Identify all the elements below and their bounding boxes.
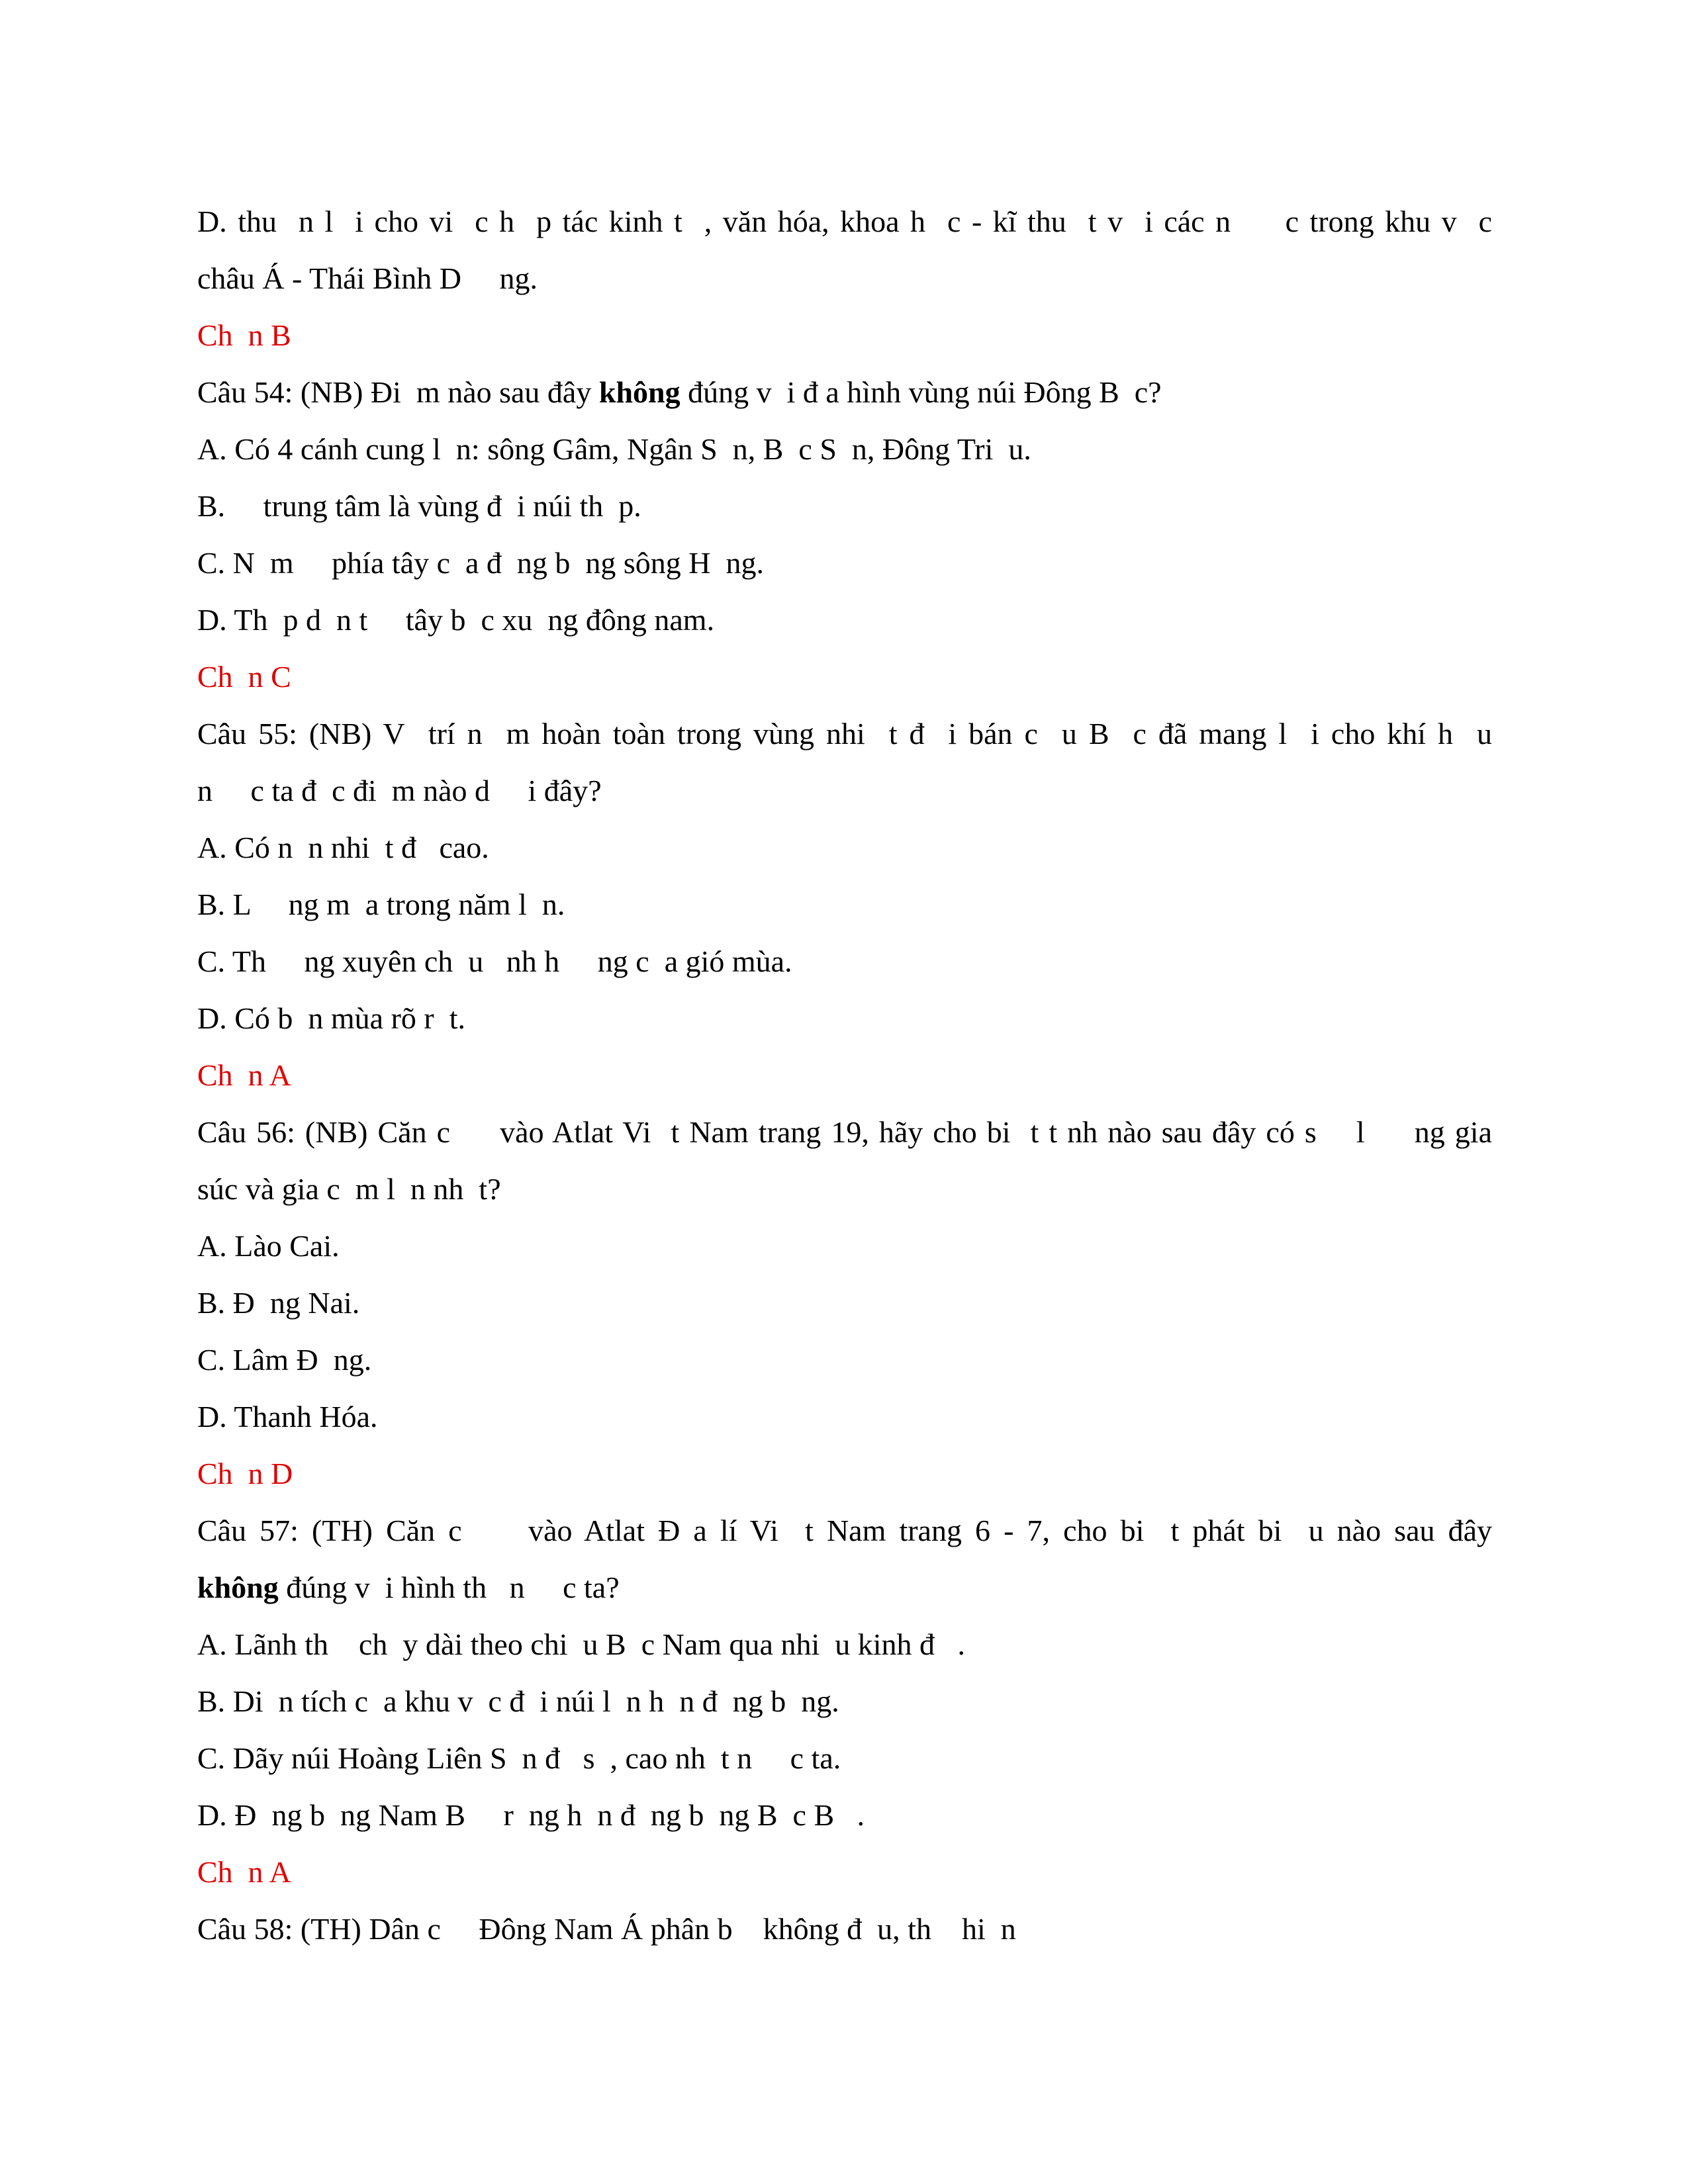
question-57-text: đúng v i hình th n c ta? [278, 1570, 620, 1604]
question-57-option-a: A. Lãnh th ch y dài theo chi u B c Nam qua nhi u kinh đ . [197, 1627, 966, 1661]
option-d-line-1: D. thu n l i cho vi c h p tác kinh t , văn hóa, khoa h c - kĩ thu t v i các n c trong khu v c [197, 205, 1492, 238]
question-55-option-c: C. Th ng xuyên ch u nh h ng c a gió mùa. [197, 944, 792, 978]
question-56-line-1: Câu 56: (NB) Căn c vào Atlat Vi t Nam trang 19, hãy cho bi t t nh nào sau đây có s l ng gia [197, 1115, 1492, 1149]
question-55-line-2: n c ta đ c đi m nào d i đây? [197, 774, 602, 807]
question-58-line-1: Câu 58: (TH) Dân c Đông Nam Á phân b không đ u, th hi n [197, 1912, 1016, 1946]
question-56-option-b: B. Đ ng Nai. [197, 1286, 360, 1320]
question-54-option-d: D. Th p d n t tây b c xu ng đông nam. [197, 603, 715, 637]
question-56-option-d: D. Thanh Hóa. [197, 1400, 378, 1433]
question-56-option-a: A. Lào Cai. [197, 1229, 340, 1263]
question-55-option-a: A. Có n n nhi t đ cao. [197, 831, 489, 864]
question-57-line-2 [197, 1559, 1492, 1616]
question-54-option-a: A. Có 4 cánh cung l n: sông Gâm, Ngân S n, B c S n, Đông Tri u. [197, 432, 1031, 466]
answer-53: Ch n B [197, 318, 291, 352]
question-54-text-2: đúng v i đ a hình vùng núi Đông B c? [680, 375, 1162, 409]
question-54-text-1: Câu 54: (NB) Đi m nào sau đây [197, 375, 599, 409]
answer-55: Ch n A [197, 1058, 291, 1092]
answer-57: Ch n A [197, 1855, 291, 1889]
question-54-emphasis: không [598, 375, 680, 409]
option-d-line-2: châu Á - Thái Bình D ng. [197, 261, 538, 295]
question-54-option-b: B. trung tâm là vùng đ i núi th p. [197, 489, 641, 523]
question-54 [197, 364, 1492, 421]
answer-56: Ch n D [197, 1457, 293, 1490]
question-57-option-b: B. Di n tích c a khu v c đ i núi l n h n đ ng b ng. [197, 1684, 839, 1718]
question-55-option-d: D. Có b n mùa rõ r t. [197, 1001, 466, 1035]
question-56-option-c: C. Lâm Đ ng. [197, 1343, 372, 1377]
question-56-line-2: súc và gia c m l n nh t? [197, 1172, 501, 1206]
document-body [197, 193, 1492, 1958]
question-55-line-1: Câu 55: (NB) V trí n m hoàn toàn trong vùng nhi t đ i bán c u B c đã mang l i cho khí h u [197, 717, 1492, 751]
question-54-option-c: C. N m phía tây c a đ ng b ng sông H ng. [197, 546, 765, 580]
question-57-option-c: C. Dãy núi Hoàng Liên S n đ s , cao nh t n c ta. [197, 1741, 841, 1775]
question-57-line-1: Câu 57: (TH) Căn c vào Atlat Đ a lí Vi t Nam trang 6 - 7, cho bi t phát bi u nào sau đây [197, 1514, 1492, 1547]
question-57-option-d: D. Đ ng b ng Nam B r ng h n đ ng b ng B c B . [197, 1798, 865, 1832]
answer-54: Ch n C [197, 660, 291, 694]
question-55-option-b: B. L ng m a trong năm l n. [197, 887, 565, 921]
question-57-emphasis: không [197, 1570, 279, 1604]
